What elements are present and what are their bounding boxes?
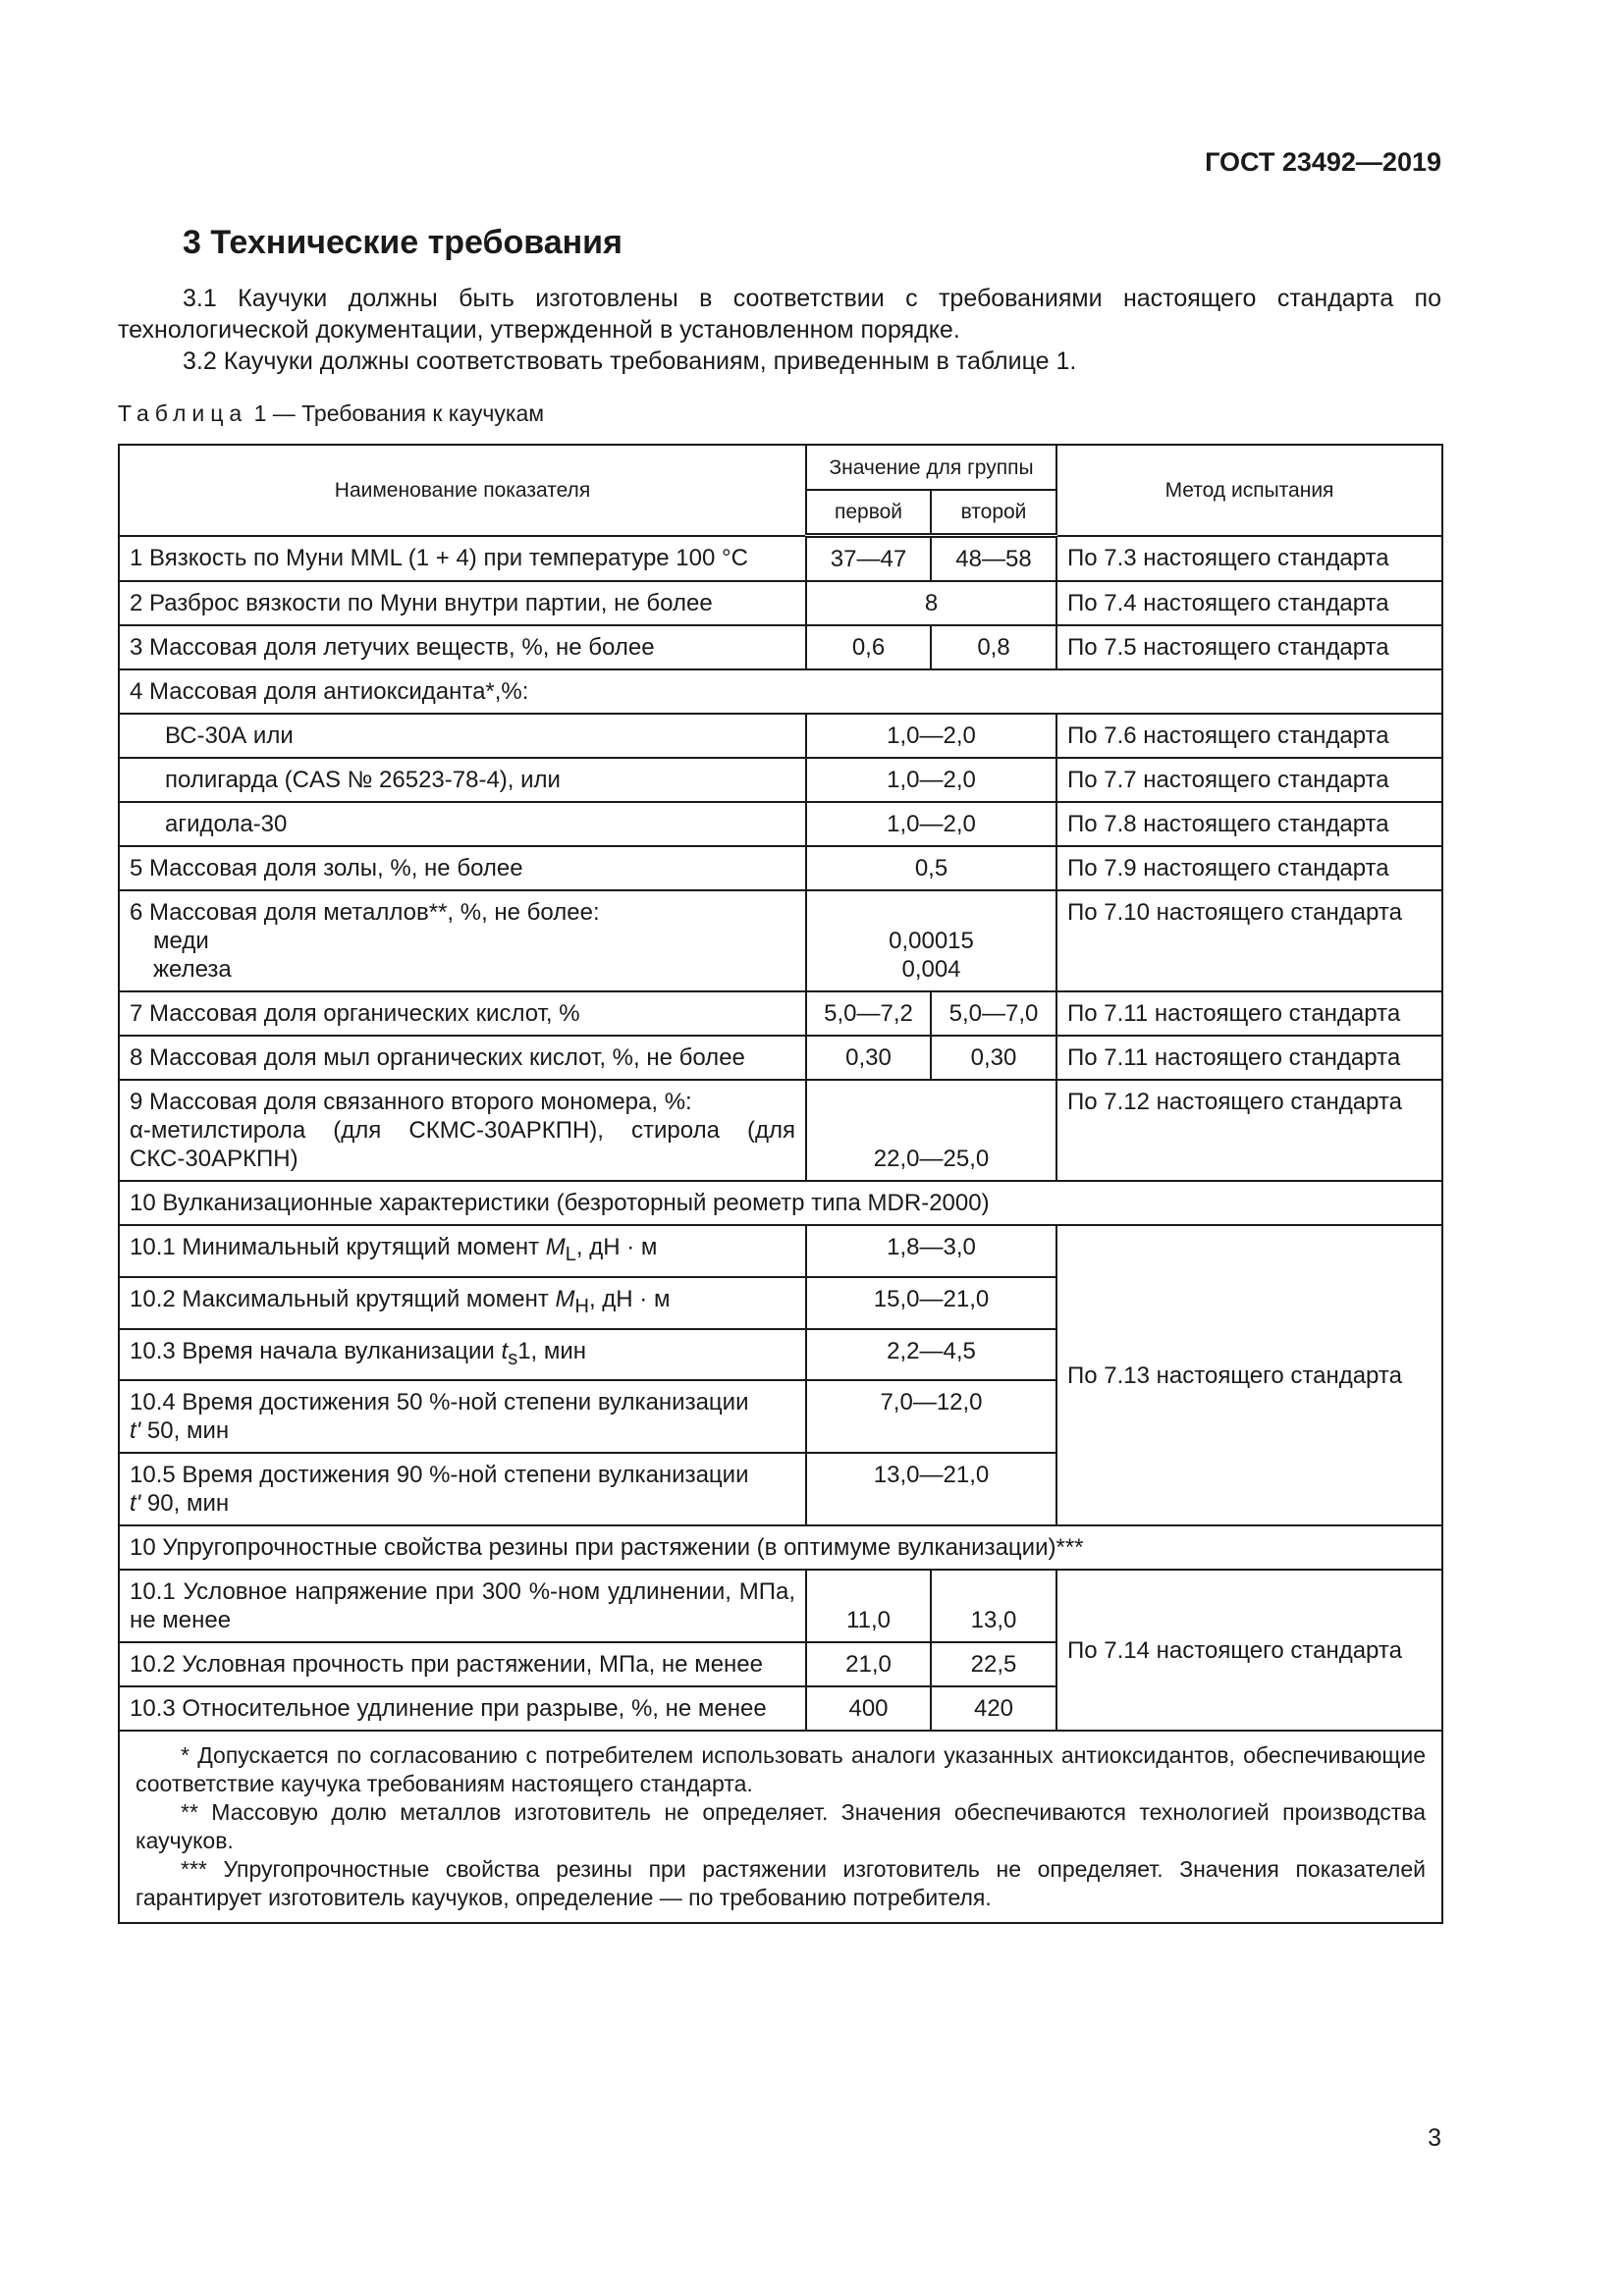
row-name-text: 10.4 Время достижения 50 %-ной степени вулканизации — [130, 1389, 749, 1416]
row-value: 1,0—2,0 — [806, 714, 1056, 758]
row-value-first: 11,0 — [806, 1570, 931, 1642]
row-method: По 7.10 настоящего стандарта — [1056, 890, 1442, 991]
row-name: 7 Массовая доля органических кислот, % — [119, 991, 806, 1036]
footnote-elastic-properties: *** Упругопрочностные свойства резины при растяжении изготовитель не определяет. Значения показателей гарантирует изготовитель каучуков, определение — по требованию потребителя. — [135, 1856, 1426, 1911]
row-group-name: 4 Массовая доля антиоксиданта*,%: — [119, 669, 1442, 714]
section-title: 3 Технические требования — [183, 224, 623, 261]
row-value-second: 22,5 — [931, 1642, 1056, 1686]
row-value: 13,0—21,0 — [806, 1453, 1056, 1525]
row-name-subscript: H — [574, 1295, 589, 1317]
table-row — [119, 890, 1442, 991]
row-name: 1 Вязкость по Муни MML (1 + 4) при температуре 100 °С — [119, 536, 806, 582]
row-name-unit: 90, мин — [140, 1490, 230, 1518]
row-value: 8 — [806, 581, 1056, 625]
page-number: 3 — [1428, 2124, 1441, 2152]
row-name — [119, 1380, 806, 1453]
table-header-row — [119, 445, 1442, 490]
row-group-name: 10 Упругопрочностные свойства резины при растяжении (в оптимуме вулканизации)*** — [119, 1525, 1442, 1570]
row-name — [119, 890, 806, 991]
row-name-subscript: s — [508, 1347, 518, 1369]
table-row — [119, 714, 1442, 758]
header-test-method: Метод испытания — [1056, 445, 1442, 536]
row-value-first: 0,30 — [806, 1036, 931, 1080]
row-value-first: 0,6 — [806, 625, 931, 669]
row-method: По 7.5 настоящего стандарта — [1056, 625, 1442, 669]
row-name: 10.1 Условное напряжение при 300 %-ном удлинении, МПа, не менее — [119, 1570, 806, 1642]
requirements-table — [118, 444, 1443, 1924]
table-row — [119, 1036, 1442, 1080]
row-name-text: 10.1 Минимальный крутящий момент — [130, 1234, 546, 1260]
row-value-iron: 0,004 — [901, 956, 961, 983]
table-row — [119, 802, 1442, 846]
row-name: 10.2 Условная прочность при растяжении, МПа, не менее — [119, 1642, 806, 1686]
row-name: полигарда (CAS № 26523-78-4), или — [119, 758, 806, 802]
row-method: По 7.11 настоящего стандарта — [1056, 991, 1442, 1036]
row-value-second: 0,8 — [931, 625, 1056, 669]
row-method: По 7.3 настоящего стандарта — [1056, 536, 1442, 582]
row-name-symbol: M — [555, 1285, 575, 1312]
row-name: агидола-30 — [119, 802, 806, 846]
row-value — [806, 890, 1056, 991]
row-name: 5 Массовая доля золы, %, не более — [119, 846, 806, 890]
row-method: По 7.6 настоящего стандарта — [1056, 714, 1442, 758]
row-name-unit: , дН · м — [588, 1285, 671, 1312]
table-row — [119, 991, 1442, 1036]
table-row — [119, 846, 1442, 890]
row-name-sub-iron: железа — [153, 956, 232, 983]
row-value: 22,0—25,0 — [806, 1080, 1056, 1181]
row-name-symbol: M — [545, 1234, 566, 1260]
row-value: 1,0—2,0 — [806, 758, 1056, 802]
row-method: По 7.4 настоящего стандарта — [1056, 581, 1442, 625]
row-value-first: 21,0 — [806, 1642, 931, 1686]
table-row — [119, 581, 1442, 625]
row-name — [119, 1225, 806, 1277]
row-value-second: 5,0—7,0 — [931, 991, 1056, 1036]
row-name-detail: α-метилстирола (для СКМС-30АРКПН), стирола (для СКС-30АРКПН) — [130, 1117, 795, 1172]
row-name-text: 10.5 Время достижения 90 %-ной степени вулканизации — [130, 1462, 749, 1489]
row-value: 7,0—12,0 — [806, 1380, 1056, 1453]
header-group-value: Значение для группы — [806, 445, 1056, 490]
row-value-first: 400 — [806, 1686, 931, 1731]
row-name-text: 10.3 Время начала вулканизации — [130, 1337, 502, 1364]
row-name-unit: 50, мин — [140, 1417, 230, 1445]
table-row — [119, 758, 1442, 802]
row-name: 3 Массовая доля летучих веществ, %, не более — [119, 625, 806, 669]
document-code-header: ГОСТ 23492—2019 — [1205, 147, 1441, 177]
row-name: 2 Разброс вязкости по Муни внутри партии, не более — [119, 581, 806, 625]
row-group-name: 10 Вулканизационные характеристики (безроторный реометр типа MDR-2000) — [119, 1181, 1442, 1225]
table-group-row — [119, 669, 1442, 714]
table-group-row — [119, 1181, 1442, 1225]
row-name-main: 9 Массовая доля связанного второго мономера, %: — [130, 1089, 692, 1115]
row-name-unit: , дН · м — [575, 1234, 658, 1260]
table-group-row — [119, 1525, 1442, 1570]
row-name: 8 Массовая доля мыл органических кислот, %, не более — [119, 1036, 806, 1080]
footnote-metals: ** Массовую долю металлов изготовитель не определяет. Значения обеспечиваются технологией производства каучуков. — [135, 1799, 1426, 1854]
row-value: 15,0—21,0 — [806, 1277, 1056, 1329]
table-row — [119, 1080, 1442, 1181]
table-footnotes-row — [119, 1731, 1442, 1923]
table-row — [119, 1225, 1442, 1277]
row-value: 0,5 — [806, 846, 1056, 890]
row-name-symbol: t' — [130, 1417, 141, 1445]
row-name: ВС-30А или — [119, 714, 806, 758]
row-name — [119, 1329, 806, 1381]
row-value-second: 0,30 — [931, 1036, 1056, 1080]
table-row — [119, 625, 1442, 669]
header-group-second: второй — [931, 490, 1056, 536]
row-name — [119, 1453, 806, 1525]
footnote-antioxidants: * Допускается по согласованию с потребителем использовать аналоги указанных антиоксидантов, обеспечивающие соответствие каучука требованиям настоящего стандарта. — [135, 1742, 1426, 1797]
row-name-main: 6 Массовая доля металлов**, %, не более: — [130, 899, 600, 926]
table-caption-text: 1 — Требования к каучукам — [247, 400, 545, 426]
row-name-symbol: t' — [130, 1490, 141, 1518]
row-method: По 7.14 настоящего стандарта — [1056, 1570, 1442, 1731]
row-name-sub-copper: меди — [153, 928, 209, 954]
row-value: 2,2—4,5 — [806, 1329, 1056, 1381]
row-value: 1,8—3,0 — [806, 1225, 1056, 1277]
row-value-second: 48—58 — [931, 536, 1056, 582]
table-caption — [118, 400, 544, 427]
table-footnotes — [119, 1731, 1442, 1923]
table-row — [119, 536, 1442, 582]
table-caption-word: Таблица — [118, 400, 248, 426]
row-method: По 7.12 настоящего стандарта — [1056, 1080, 1442, 1181]
row-name — [119, 1080, 806, 1181]
row-name-text: 10.2 Максимальный крутящий момент — [130, 1285, 556, 1312]
row-method: По 7.7 настоящего стандарта — [1056, 758, 1442, 802]
row-method: По 7.9 настоящего стандарта — [1056, 846, 1442, 890]
row-value-second: 13,0 — [931, 1570, 1056, 1642]
row-value-first: 37—47 — [806, 536, 931, 582]
row-method: По 7.13 настоящего стандарта — [1056, 1225, 1442, 1525]
row-name-unit: 1, мин — [517, 1337, 587, 1364]
row-value-second: 420 — [931, 1686, 1056, 1731]
row-name-subscript: L — [565, 1243, 576, 1265]
row-value-first: 5,0—7,2 — [806, 991, 931, 1036]
row-name-symbol: t — [501, 1337, 509, 1364]
paragraph-3-1: 3.1 Каучуки должны быть изготовлены в соответствии с требованиями настоящего стандарта по технологической документации, утвержденной в установленном порядке. — [118, 285, 1441, 344]
row-method: По 7.11 настоящего стандарта — [1056, 1036, 1442, 1080]
paragraph-3-2: 3.2 Каучуки должны соответствовать требованиям, приведенным в таблице 1. — [183, 347, 1077, 375]
row-method: По 7.8 настоящего стандарта — [1056, 802, 1442, 846]
header-indicator-name: Наименование показателя — [119, 445, 806, 536]
table-row — [119, 1570, 1442, 1642]
header-group-first: первой — [806, 490, 931, 536]
row-value: 1,0—2,0 — [806, 802, 1056, 846]
row-name: 10.3 Относительное удлинение при разрыве, %, не менее — [119, 1686, 806, 1731]
row-value-copper: 0,00015 — [889, 928, 974, 954]
row-name — [119, 1277, 806, 1329]
